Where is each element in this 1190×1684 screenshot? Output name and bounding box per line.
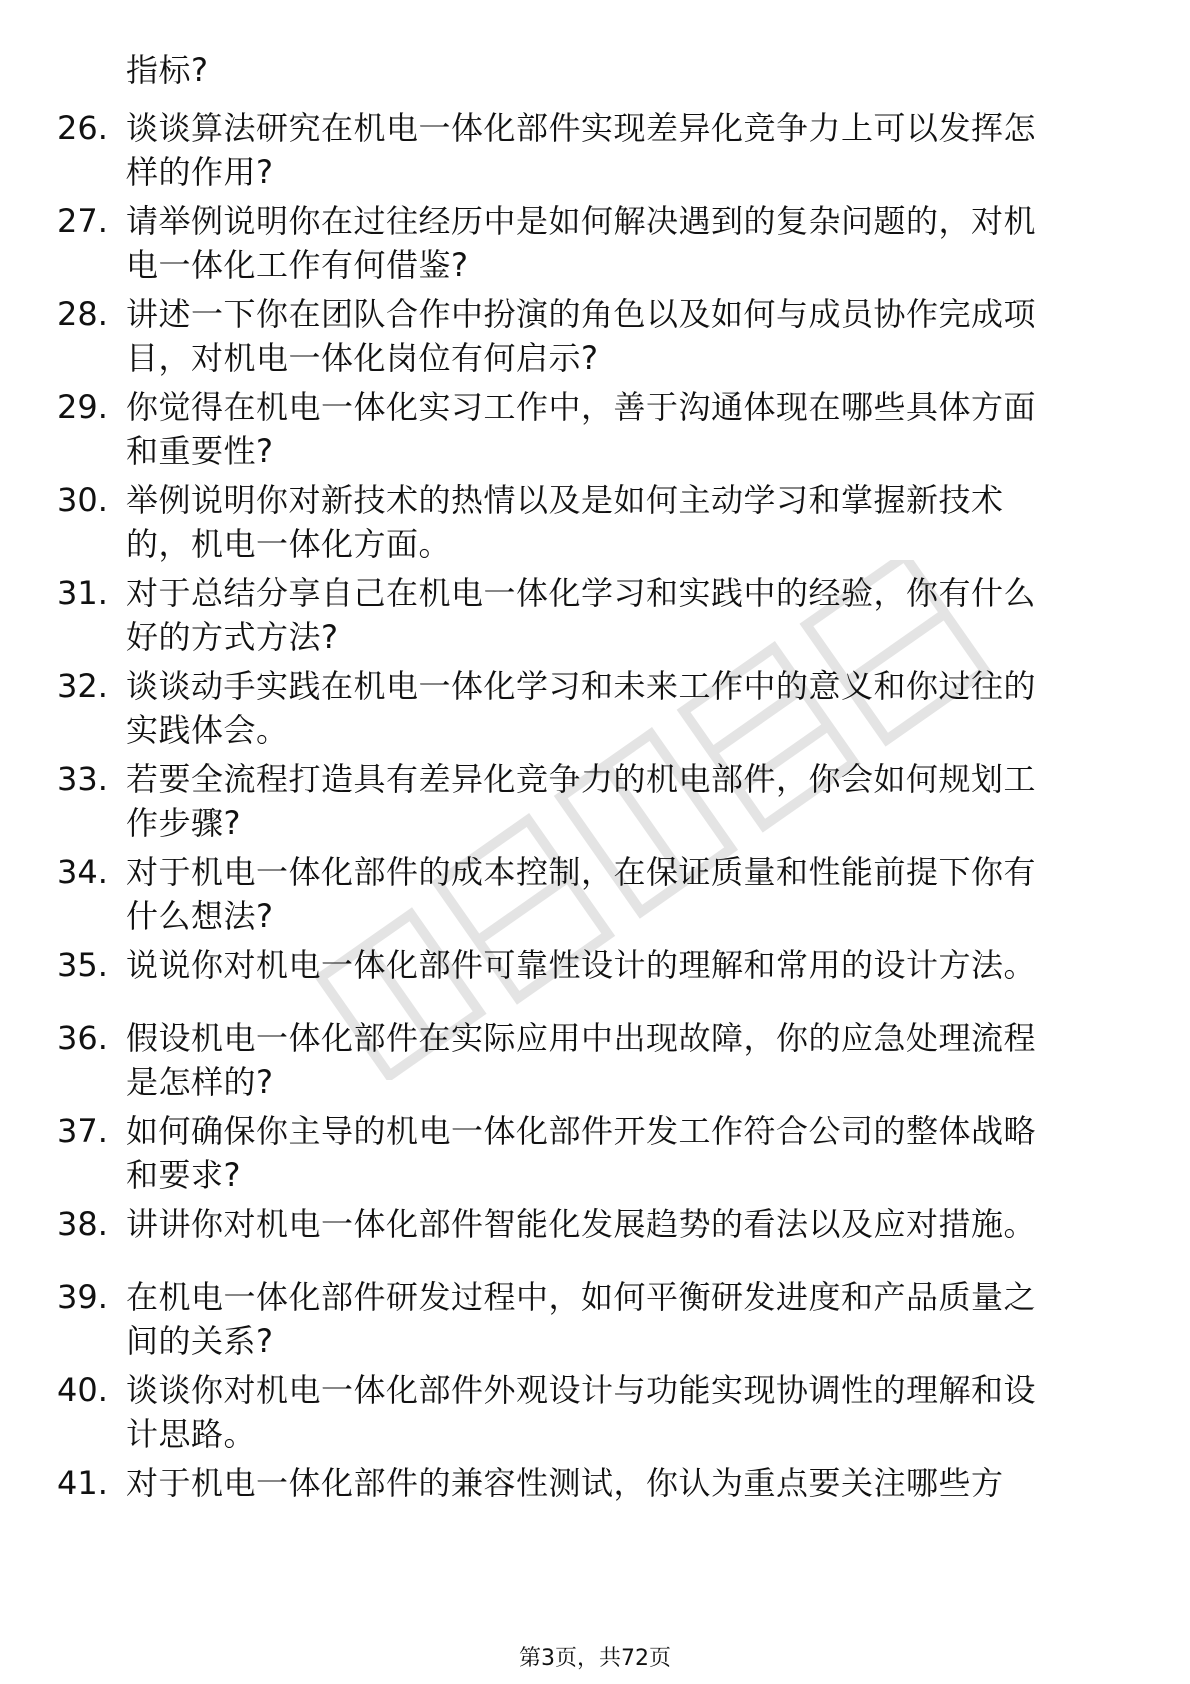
question-text: 说说你对机电一体化部件可靠性设计的理解和常用的设计方法。 xyxy=(126,946,1037,984)
question-number: 37. xyxy=(57,1112,108,1150)
question-number: 28. xyxy=(57,295,108,333)
question-text: 如何确保你主导的机电一体化部件开发工作符合公司的整体战略 和要求? xyxy=(126,1112,1037,1194)
question-number: 26. xyxy=(57,109,108,147)
question-text: 谈谈算法研究在机电一体化部件实现差异化竞争力上可以发挥怎 样的作用? xyxy=(126,109,1037,191)
question-text: 举例说明你对新技术的热情以及是如何主动学习和掌握新技术 的，机电一体化方面。 xyxy=(126,481,1004,563)
question-number: 35. xyxy=(57,946,108,984)
question-number: 41. xyxy=(57,1464,108,1502)
question-number: 36. xyxy=(57,1019,108,1057)
question-text: 讲述一下你在团队合作中扮演的角色以及如何与成员协作完成项 目，对机电一体化岗位有何启示? xyxy=(126,295,1037,377)
question-number: 38. xyxy=(57,1205,108,1243)
question-number: 33. xyxy=(57,760,108,798)
question-number: 32. xyxy=(57,667,108,705)
question-text: 对于机电一体化部件的兼容性测试，你认为重点要关注哪些方 xyxy=(126,1464,1004,1502)
question-text: 请举例说明你在过往经历中是如何解决遇到的复杂问题的，对机 电一体化工作有何借鉴? xyxy=(126,202,1037,284)
question-text: 对于总结分享自己在机电一体化学习和实践中的经验，你有什么 好的方式方法? xyxy=(126,574,1037,656)
question-number: 29. xyxy=(57,388,108,426)
question-text: 对于机电一体化部件的成本控制，在保证质量和性能前提下你有 什么想法? xyxy=(126,853,1037,935)
question-number: 34. xyxy=(57,853,108,891)
question-text: 谈谈动手实践在机电一体化学习和未来工作中的意义和你过往的 实践体会。 xyxy=(126,667,1037,749)
question-text: 若要全流程打造具有差异化竞争力的机电部件，你会如何规划工 作步骤? xyxy=(126,760,1037,842)
continuation-text: 指标? xyxy=(126,51,209,89)
question-number: 39. xyxy=(57,1278,108,1316)
question-text: 你觉得在机电一体化实习工作中，善于沟通体现在哪些具体方面 和重要性? xyxy=(126,388,1037,470)
question-number: 40. xyxy=(57,1371,108,1409)
question-number: 27. xyxy=(57,202,108,240)
question-text: 谈谈你对机电一体化部件外观设计与功能实现协调性的理解和设 计思路。 xyxy=(126,1371,1037,1453)
question-text: 在机电一体化部件研发过程中，如何平衡研发进度和产品质量之 间的关系? xyxy=(126,1278,1037,1360)
question-text: 讲讲你对机电一体化部件智能化发展趋势的看法以及应对措施。 xyxy=(126,1205,1037,1243)
question-number: 31. xyxy=(57,574,108,612)
page-number-label: 第3页，共72页 xyxy=(519,1646,671,1671)
question-text: 假设机电一体化部件在实际应用中出现故障，你的应急处理流程 是怎样的? xyxy=(126,1019,1037,1101)
question-number: 30. xyxy=(57,481,108,519)
page-footer xyxy=(0,1645,1190,1673)
